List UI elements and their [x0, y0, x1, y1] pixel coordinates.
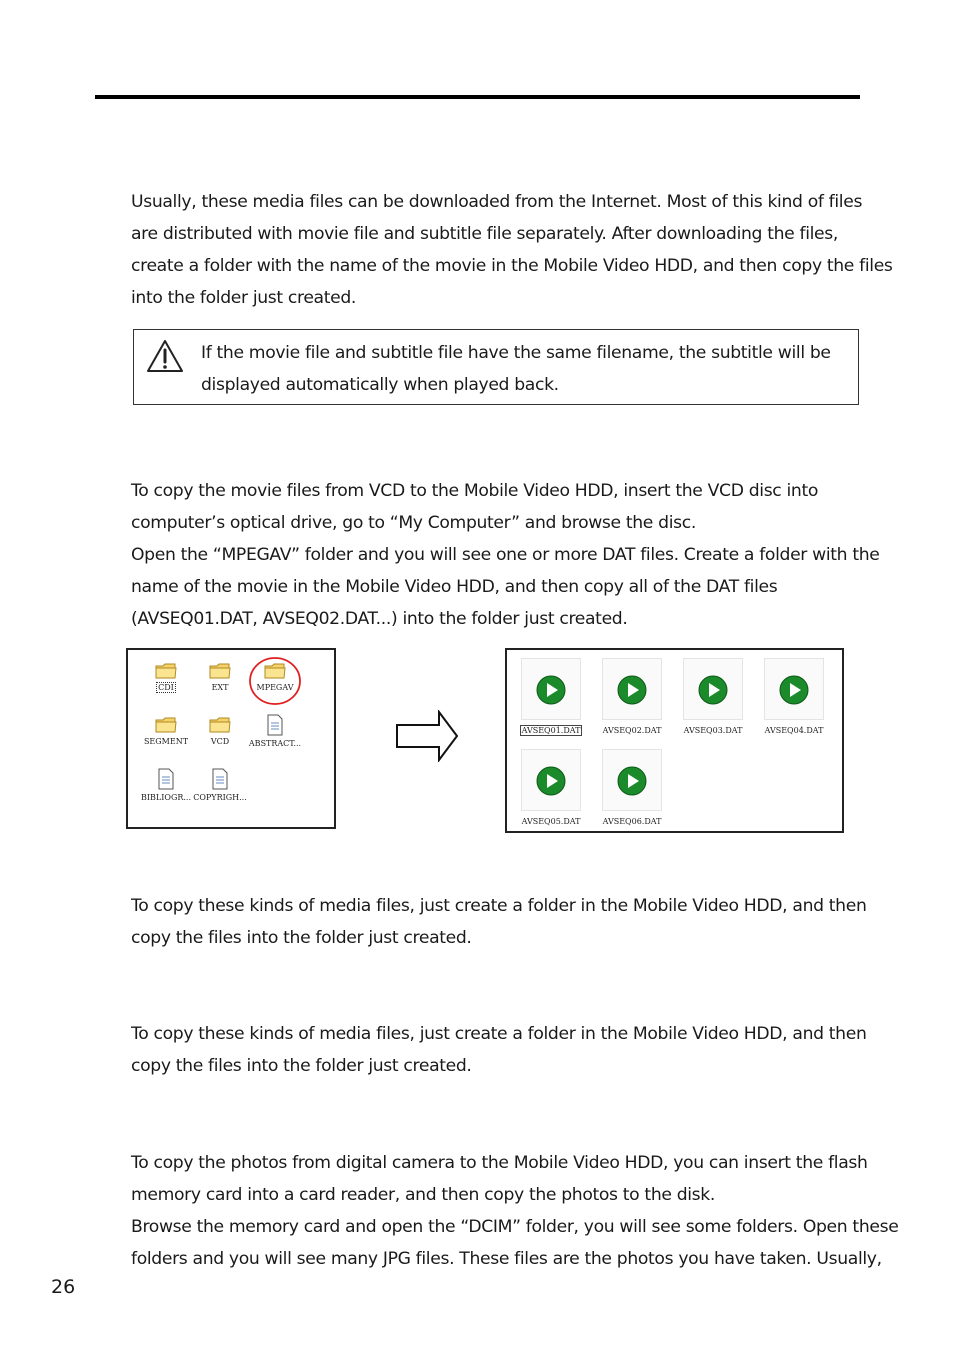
dat-file-item[interactable]: [593, 749, 671, 827]
text-line: into the folder just created.: [131, 288, 357, 308]
folder-icon: [155, 716, 177, 734]
file-label: VCD: [210, 737, 230, 746]
text-line: To copy these kinds of media files, just create a folder in the Mobile Video HDD, and then: [131, 1024, 867, 1044]
file-item-abstract[interactable]: [244, 714, 306, 749]
text-line: name of the movie in the Mobile Video HDD, and then copy all of the DAT files: [131, 577, 778, 597]
dat-file-item[interactable]: [674, 658, 752, 736]
file-label: MPEGAV: [256, 683, 294, 692]
dat-file-item[interactable]: [512, 658, 590, 736]
highlight-circle: [248, 656, 304, 708]
play-icon: [617, 766, 647, 796]
mpegav-folder-screenshot: [505, 648, 844, 833]
text-line: To copy the movie files from VCD to the Mobile Video HDD, insert the VCD disc into: [131, 481, 819, 501]
section-3-paragraph: [131, 890, 866, 954]
dat-file-item[interactable]: [512, 749, 590, 827]
folder-icon: [209, 716, 231, 734]
file-label: COPYRIGH...: [193, 793, 247, 802]
play-icon: [536, 766, 566, 796]
play-icon: [698, 675, 728, 705]
file-item-bibliogr[interactable]: [135, 768, 197, 803]
text-line: To copy the photos from digital camera to the Mobile Video HDD, you can insert the flash: [131, 1153, 868, 1173]
file-label: ABSTRACT...: [248, 739, 302, 748]
folder-icon: [155, 662, 177, 680]
file-item-copyrigh[interactable]: [189, 768, 251, 803]
document-icon: [266, 714, 284, 736]
file-label: AVSEQ03.DAT: [683, 726, 743, 735]
file-label: AVSEQ06.DAT: [602, 817, 662, 826]
section-4-paragraph: [131, 1018, 866, 1082]
document-icon: [211, 768, 229, 790]
folder-item-vcd[interactable]: [189, 716, 251, 747]
header-rule: [95, 95, 860, 99]
file-label: AVSEQ02.DAT: [602, 726, 662, 735]
right-arrow-icon: [395, 710, 461, 762]
section-5-paragraph: [131, 1147, 899, 1275]
dat-file-item[interactable]: [755, 658, 833, 736]
folder-icon: [209, 662, 231, 680]
folder-item-segment[interactable]: [135, 716, 197, 747]
text-line: (AVSEQ01.DAT, AVSEQ02.DAT...) into the folder just created.: [131, 609, 628, 629]
text-line: copy the files into the folder just created.: [131, 928, 472, 948]
play-icon: [617, 675, 647, 705]
document-icon: [157, 768, 175, 790]
text-line: Browse the memory card and open the “DCIM” folder, you will see some folders. Open these: [131, 1217, 899, 1237]
note-line: If the movie file and subtitle file have the same filename, the subtitle will be: [201, 343, 831, 363]
section-2-paragraph: [131, 475, 880, 635]
text-line: To copy these kinds of media files, just create a folder in the Mobile Video HDD, and then: [131, 896, 867, 916]
file-label: SEGMENT: [143, 737, 189, 746]
warning-icon: [146, 339, 184, 373]
text-line: create a folder with the name of the movie in the Mobile Video HDD, and then copy the files: [131, 256, 893, 276]
text-line: memory card into a card reader, and then copy the photos to the disk.: [131, 1185, 716, 1205]
dat-file-item[interactable]: [593, 658, 671, 736]
folder-item-ext[interactable]: [189, 662, 251, 693]
file-label: AVSEQ04.DAT: [764, 726, 824, 735]
file-label: CDI: [158, 683, 174, 692]
section-1-paragraph: [131, 186, 893, 314]
text-line: Open the “MPEGAV” folder and you will see one or more DAT files. Create a folder with the: [131, 545, 880, 565]
text-line: folders and you will see many JPG files. These files are the photos you have taken. Usually,: [131, 1249, 882, 1269]
page-number: 26: [51, 1276, 76, 1298]
note-line: displayed automatically when played back.: [201, 375, 559, 395]
note-text: [201, 337, 831, 401]
play-icon: [779, 675, 809, 705]
play-icon: [536, 675, 566, 705]
note-box: [133, 329, 859, 405]
vcd-folder-screenshot: [126, 648, 336, 829]
file-label: AVSEQ05.DAT: [521, 817, 581, 826]
file-label: EXT: [211, 683, 229, 692]
text-line: copy the files into the folder just created.: [131, 1056, 472, 1076]
text-line: Usually, these media files can be downloaded from the Internet. Most of this kind of files: [131, 192, 863, 212]
text-line: are distributed with movie file and subtitle file separately. After downloading the files,: [131, 224, 838, 244]
file-label: BIBLIOGR...: [141, 793, 191, 802]
file-label: AVSEQ01.DAT: [521, 726, 581, 735]
text-line: computer’s optical drive, go to “My Computer” and browse the disc.: [131, 513, 696, 533]
folder-item-cdi[interactable]: [135, 662, 197, 693]
